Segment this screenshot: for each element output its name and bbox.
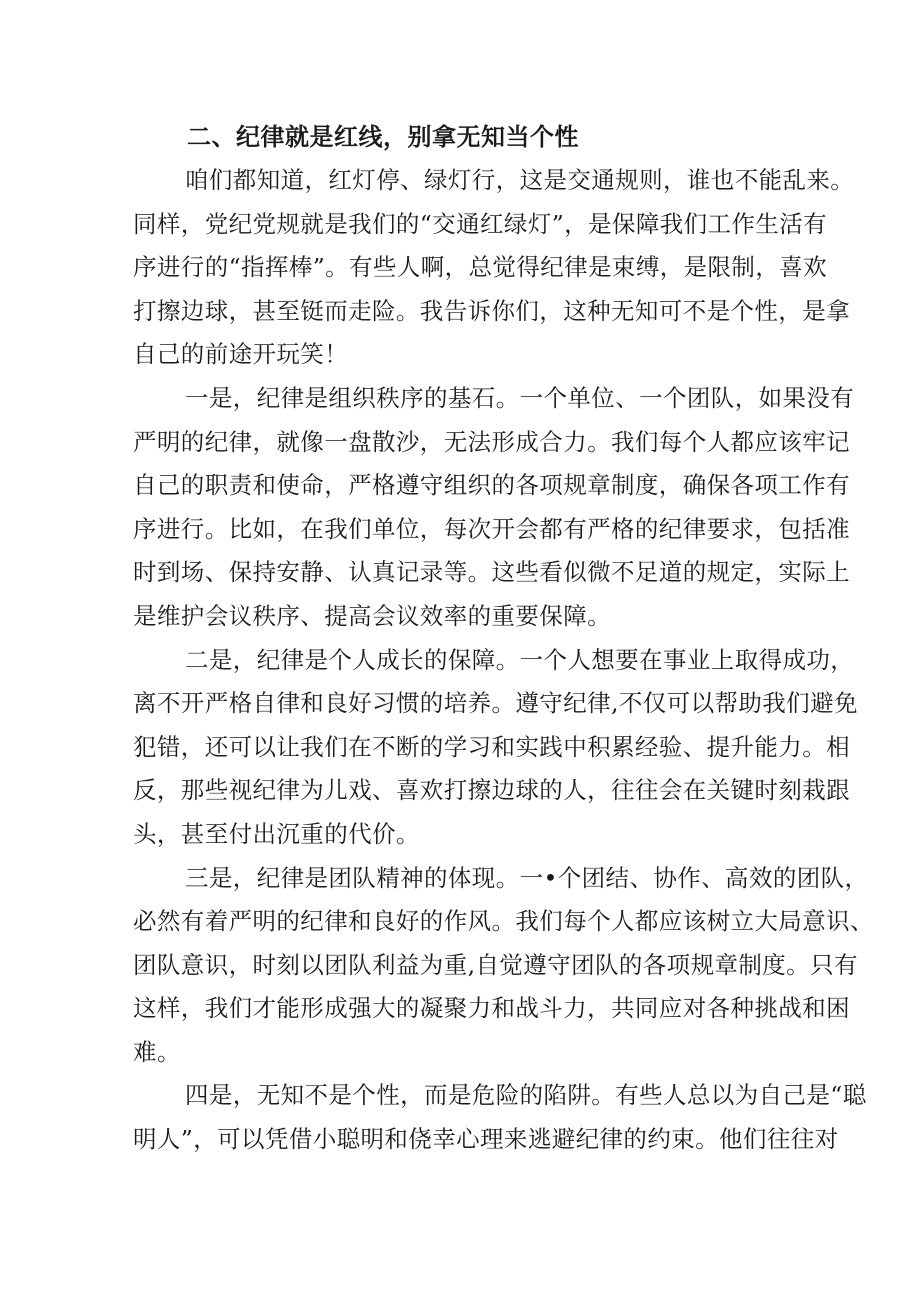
text-line: 咱们都知道，红灯停、绿灯行，这是交通规则，谁也不能乱来。 (185, 166, 855, 194)
text-line: 时到场、保持安静、认真记录等。这些看似微不足道的规定，实际上 (133, 558, 850, 587)
text-line: 一是，纪律是组织秩序的基石。一个单位、一个团队，如果没有 (185, 383, 855, 412)
paragraph-point-three (133, 857, 874, 1075)
text-line: 自己的职责和使命，严格遵守组织的各项规章制度，确保各项工作有 (133, 471, 850, 500)
text-line: 难。 (133, 1037, 181, 1066)
text-line: 离不开严格自律和良好习惯的培养。遵守纪律,不仅可以帮助我们避免 (133, 689, 858, 718)
text-line: 三是，纪律是团队精神的体现。一•个团结、协作、高效的团队， (185, 863, 869, 892)
text-line: 反，那些视纪律为儿戏、喜欢打擦边球的人，往往会在关键时刻栽跟 (133, 776, 850, 805)
text-line: 严明的纪律，就像一盘散沙，无法形成合力。我们每个人都应该牢记 (133, 427, 850, 456)
paragraph-point-four (133, 1074, 867, 1161)
text-line: 同样，党纪党规就是我们的“交通红绿灯”，是保障我们工作生活有 (133, 209, 828, 238)
text-line: 团队意识，时刻以团队利益为重,自觉遵守团队的各项规章制度。只有 (133, 950, 858, 979)
text-line: 序进行。比如，在我们单位，每次开会都有严格的纪律要求，包括准 (133, 514, 850, 543)
paragraph-point-one (133, 377, 855, 639)
text-line: 明人”，可以凭借小聪明和侥幸心理来逃避纪律的约束。他们往往对 (133, 1125, 839, 1154)
paragraph-traffic-rules (133, 159, 855, 377)
text-line: 序进行的“指挥棒”。有些人啊，总觉得纪律是束缚，是限制，喜欢 (133, 253, 828, 282)
text-line: 自己的前途开玩笑！ (133, 340, 349, 369)
document-body (133, 115, 874, 1162)
text-line: 犯错，还可以让我们在不断的学习和实践中积累经验、提升能力。相 (133, 732, 850, 761)
text-line: 四是，无知不是个性，而是危险的陷阱。有些人总以为自己是“聪 (185, 1081, 867, 1110)
text-line: 二是，纪律是个人成长的保障。一个人想要在事业上取得成功， (185, 645, 855, 674)
text-line: 这样，我们才能形成强大的凝聚力和战斗力，共同应对各种挑战和困 (133, 994, 850, 1023)
section-heading: 二、纪律就是红线，别拿无知当个性 (187, 123, 579, 151)
text-line: 是维护会议秩序、提高会议效率的重要保障。 (133, 601, 611, 630)
text-line: 头，甚至付出沉重的代价。 (133, 819, 420, 848)
paragraph-point-two (133, 639, 858, 857)
text-line: 必然有着严明的纪律和良好的作风。我们每个人都应该树立大局意识、 (133, 907, 874, 936)
text-line: 打擦边球，甚至铤而走险。我告诉你们，这种无知可不是个性，是拿 (133, 296, 850, 325)
